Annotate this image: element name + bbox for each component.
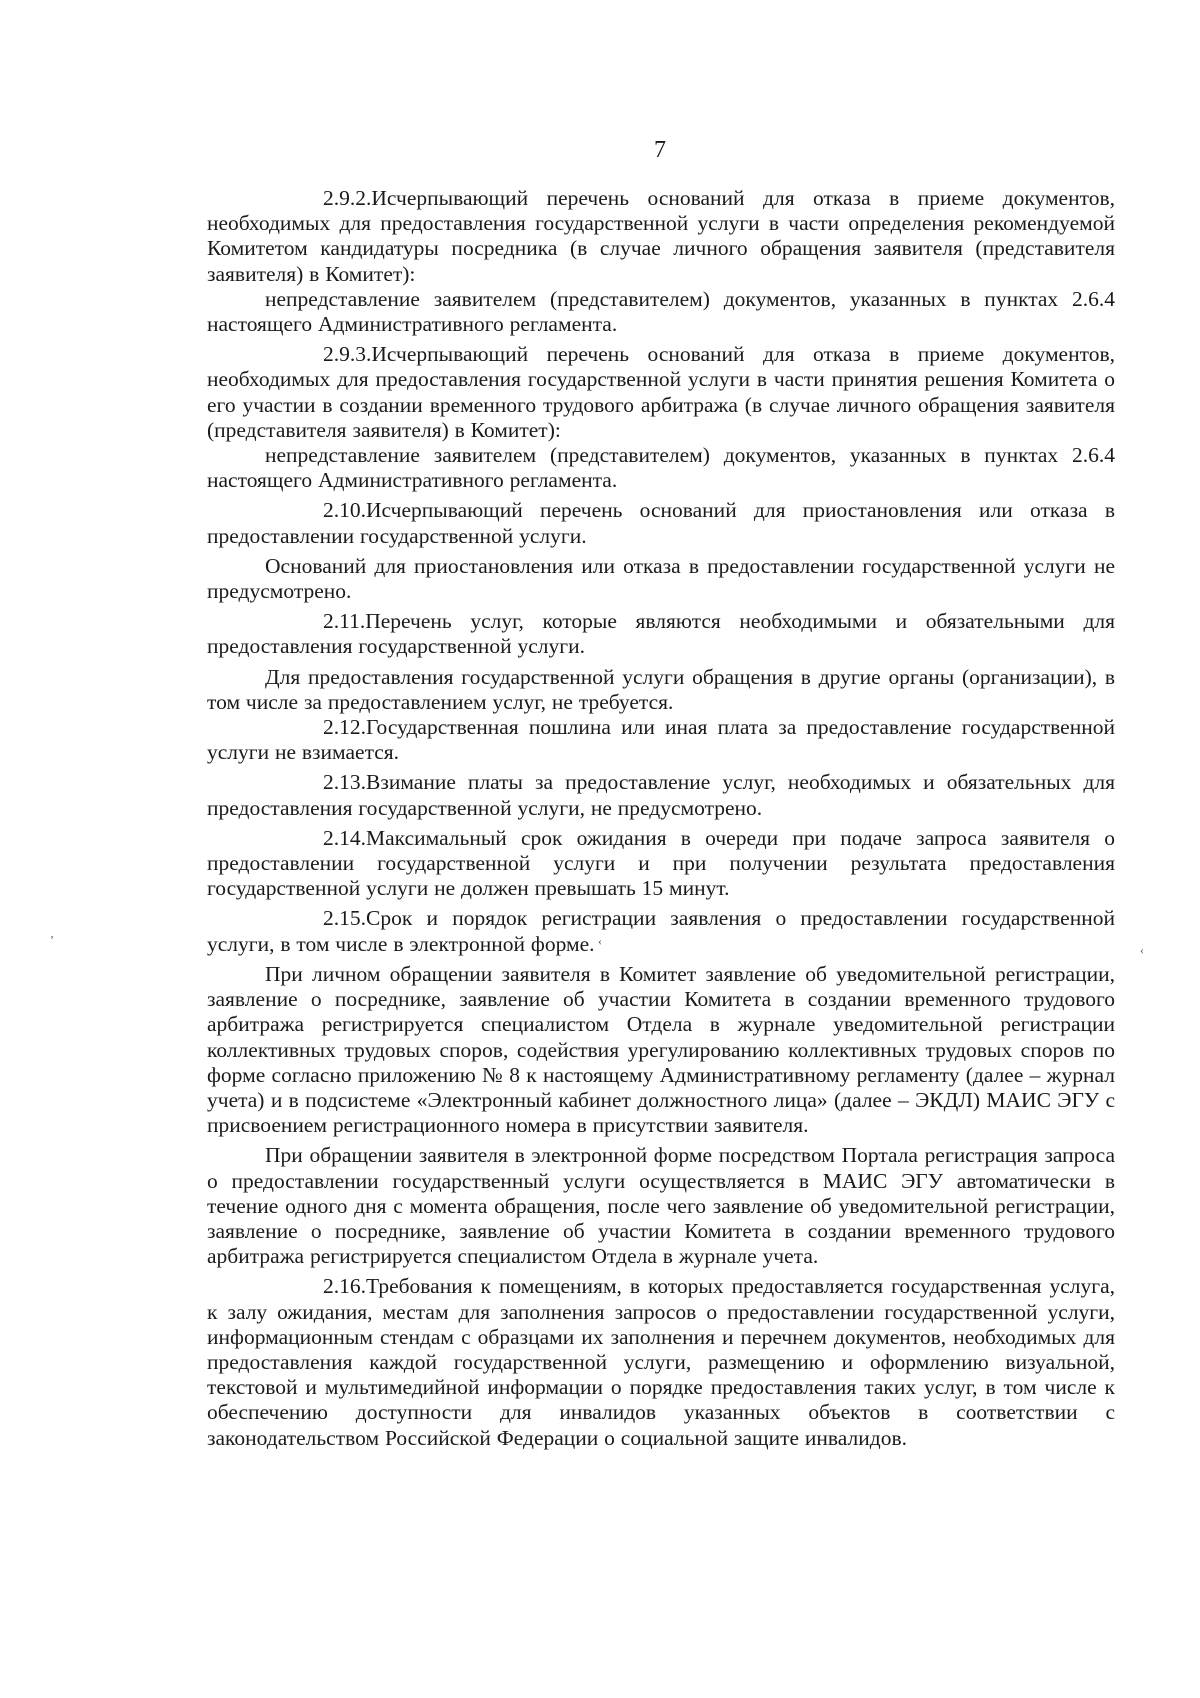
- paragraph-text: Оснований для приостановления или отказа в предоставлении государственной услуги не предусмотрено.: [207, 553, 1115, 604]
- paragraph-2-9-2: [207, 186, 1115, 287]
- paragraph: [207, 962, 1115, 1138]
- paragraph-text: Срок и порядок регистрации заявления о предоставлении государственной услуги, в том числе в электронной форме.: [207, 906, 1115, 956]
- paragraph-text: непредставление заявителем (представителем) документов, указанных в пунктах 2.6.4 настоящего Административного регламента.: [207, 286, 1115, 337]
- section-number: 2.13.: [323, 770, 366, 795]
- paragraph: [207, 1143, 1115, 1269]
- paragraph-2-9-3: [207, 342, 1115, 443]
- paragraph-2-10: [207, 498, 1115, 548]
- paragraph-2-11: [207, 609, 1115, 659]
- paragraph-text: Для предоставления государственной услуги обращения в другие органы (организации), в том числе за предоставлением услуг, не требуется.: [207, 664, 1115, 714]
- section-number: 2.11.: [323, 609, 366, 634]
- paragraph-text: Исчерпывающий перечень оснований для отказа в приеме документов, необходимых для предоставления государственной услуги в части определения рекомендуемой Комитетом кандидатуры посредника (в случае личного обращения заявителя (представителя заявителя) в Комитет):: [207, 186, 1115, 286]
- paragraph-2-14: [207, 826, 1115, 902]
- paragraph-text: Взимание платы за предоставление услуг, необходимых и обязательных для предоставления государственной услуги, не предусмотрено.: [207, 770, 1115, 820]
- paragraph-text: непредставление заявителем (представителем) документов, указанных в пунктах 2.6.4 настоящего Административного регламента.: [207, 443, 1115, 493]
- section-number: 2.10.: [323, 498, 366, 523]
- section-number: 2.9.2.: [323, 186, 372, 210]
- paragraph: [207, 443, 1115, 493]
- section-number: 2.9.3.: [323, 342, 372, 367]
- section-number: 2.14.: [323, 825, 366, 850]
- paragraph: [207, 554, 1115, 604]
- paragraph-text: Исчерпывающий перечень оснований для отказа в приеме документов, необходимых для предоставления государственной услуги в части принятия решения Комитета о его участии в создании временного трудового арбитража (в случае личного обращения заявителя (представителя заявителя) в Комитет):: [207, 342, 1115, 442]
- paragraph-text: Исчерпывающий перечень оснований для приостановления или отказа в предоставлении государственной услуги.: [207, 498, 1115, 548]
- section-number: 2.16.: [323, 1274, 366, 1299]
- section-number: 2.12.: [323, 715, 366, 740]
- paragraph-text: Максимальный срок ожидания в очереди при подаче запроса заявителя о предоставлении государственной услуги и при получении результата предоставления государственной услуги не должен превышать 15 минут.: [207, 825, 1115, 901]
- paragraph-2-13: [207, 770, 1115, 820]
- paragraph-text: Перечень услуг, которые являются необходимыми и обязательными для предоставления государственной услуги.: [207, 609, 1115, 659]
- page-number: 7: [654, 137, 666, 163]
- paragraph-2-16: [207, 1274, 1115, 1450]
- paragraph-text: При обращении заявителя в электронной форме посредством Портала регистрация запроса о предоставлении государственный услуги осуществляется в МАИС ЭГУ автоматически в течение одного дня с момента обращения, после чего заявление об уведомительной регистрации, заявление о посреднике, заявление об участии Комитета в создании временного трудового арбитража регистрируется специалистом Отдела в журнале учета.: [207, 1143, 1115, 1269]
- paragraph-2-12: [207, 715, 1115, 765]
- scan-mark: ‹: [1140, 943, 1144, 957]
- scan-mark: ʼ: [50, 933, 54, 947]
- paragraph-text: При личном обращении заявителя в Комитет заявление об уведомительной регистрации, заявление о посреднике, заявление об участии Комитета в создании временного трудового арбитража регистрируется специалистом Отдела в журнале уведомительной регистрации коллективных трудовых споров, содействия урегулированию коллективных трудовых споров по форме согласно приложению № 8 к настоящему Административному регламенту (далее – журнал учета) и в подсистеме «Электронный кабинет должностного лица» (далее – ЭКДЛ) МАИС ЭГУ с присвоением регистрационного номера в присутствии заявителя.: [207, 961, 1115, 1138]
- paragraph-text: Требования к помещениям, в которых предоставляется государственная услуга, к залу ожидания, местам для заполнения запросов о предоставлении государственной услуги, информационным стендам с образцами их заполнения и перечнем документов, необходимых для предоставления каждой государственной услуги, размещению и оформлению визуальной, текстовой и мультимедийной информации о порядке предоставления таких услуг, в том числе к обеспечению доступности для инвалидов указанных объектов в соответствии с законодательством Российской Федерации о социальной защите инвалидов.: [207, 1274, 1115, 1450]
- scan-mark: ‹: [598, 934, 602, 948]
- paragraph: [207, 287, 1115, 337]
- paragraph: [207, 665, 1115, 715]
- document-body: [207, 186, 1115, 1451]
- section-number: 2.15.: [323, 906, 366, 931]
- paragraph-2-15: [207, 906, 1115, 956]
- paragraph-text: Государственная пошлина или иная плата за предоставление государственной услуги не взимается.: [207, 715, 1115, 765]
